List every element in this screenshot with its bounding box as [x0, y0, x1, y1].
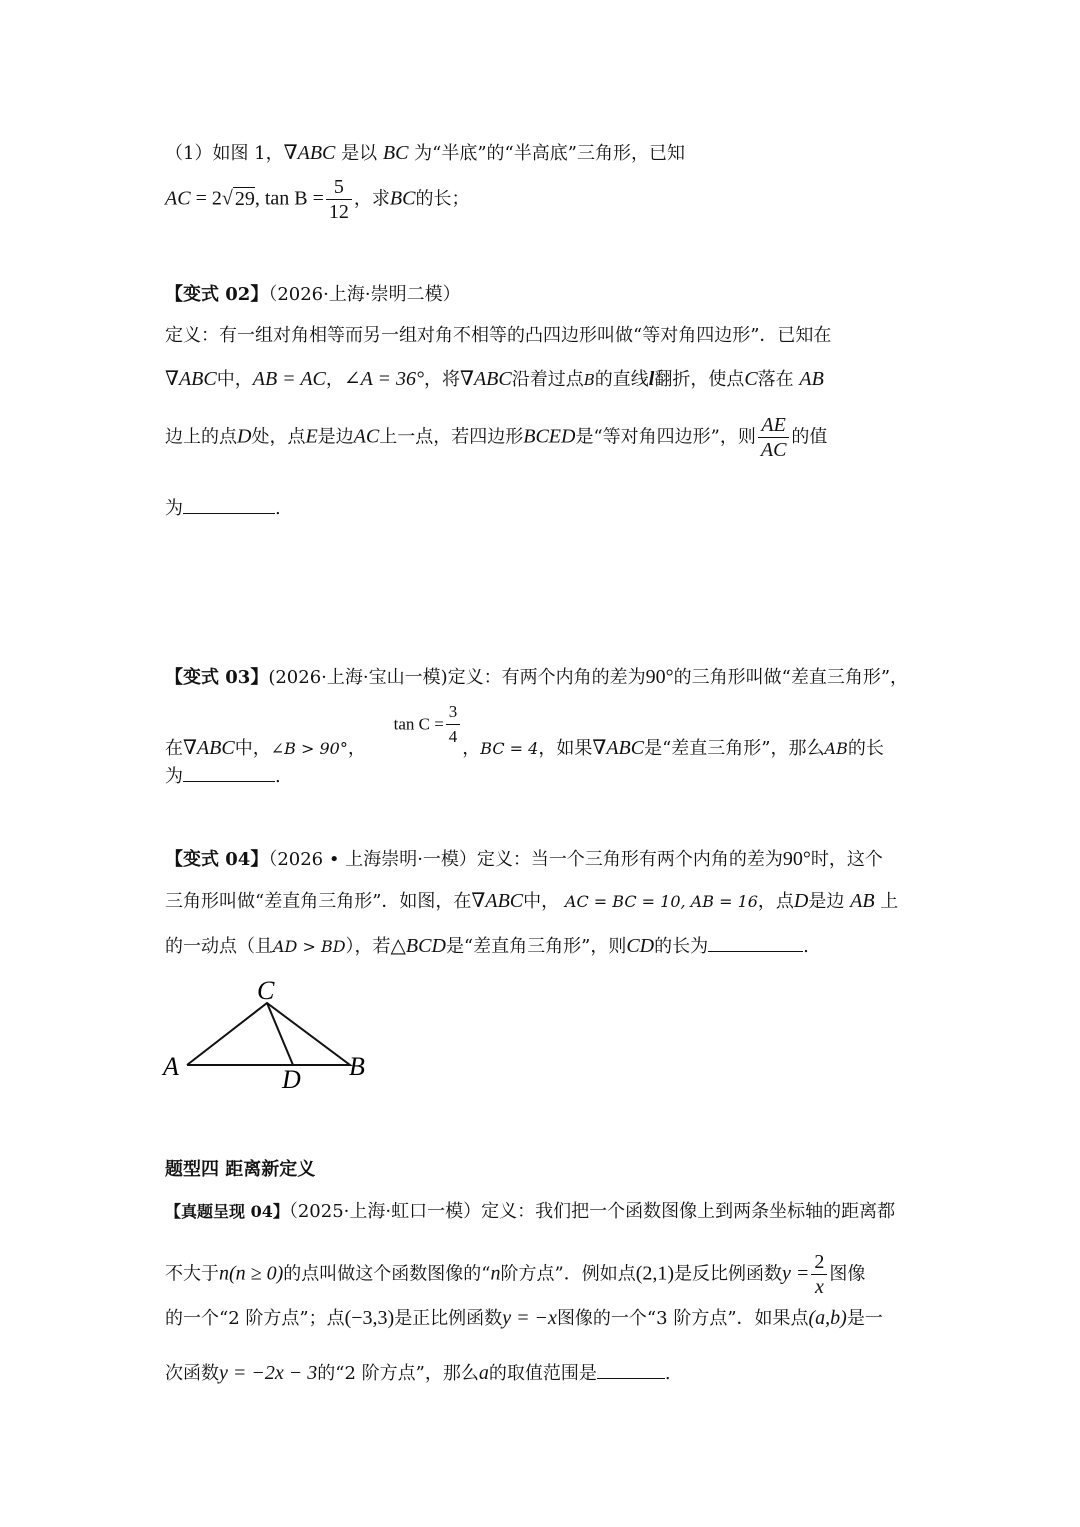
text: 落在: [757, 369, 794, 390]
frac-denominator: 12: [328, 201, 349, 223]
math-fn: y = −2x − 3: [219, 1362, 318, 1384]
text: 是边: [317, 426, 354, 448]
label-a: A: [163, 1052, 179, 1081]
text: 时，这个: [810, 849, 883, 870]
triangle-figure: [155, 975, 385, 1095]
v03-line2: 在∇ABC中，∠B > 90°， tan C = $\frac{3}{4}$ ，BC = 4，如果∇ABC是“差直三角形”，那么AB的长: [165, 702, 884, 759]
text: 边上的点: [165, 426, 237, 448]
v02-heading: [165, 283, 461, 307]
text: 是边: [808, 891, 845, 912]
exercise-source: （2025·上海·虹口一模）: [288, 1201, 482, 1222]
math-eq: = 2: [190, 187, 222, 210]
math-b: B: [583, 371, 595, 389]
math: AB = AC: [252, 368, 326, 390]
v02-line3: [165, 413, 827, 462]
math-fn: y = −x: [502, 1307, 557, 1329]
text: 的点叫做这个函数图像的“: [283, 1263, 491, 1285]
math-tri-abc: ∇ABC: [183, 736, 235, 759]
math-point: (a,b): [808, 1307, 847, 1329]
text: 在: [165, 737, 183, 759]
s4-line3: [165, 1306, 883, 1331]
math-bc: BC: [389, 187, 416, 210]
exercise-source: （2026·上海·崇明二模）: [268, 284, 461, 305]
label-b: B: [349, 1052, 365, 1081]
v04-line1: [165, 847, 883, 872]
frac-denominator: AC: [760, 439, 787, 461]
v03-line3: [165, 763, 281, 789]
exercise-title: 【变式 02】: [165, 284, 269, 305]
text: 是正比例函数: [394, 1308, 503, 1329]
exercise-source: (2026·上海·宝山一模): [268, 667, 448, 688]
triangle-abc: [187, 1003, 350, 1065]
math-c: C: [744, 368, 758, 390]
text: 翻折，使点: [654, 369, 745, 390]
text: 定义：当一个三角形有两个内角的差为: [476, 849, 783, 870]
text: 是“差直角三角形”，则: [445, 936, 627, 957]
text: 中，: [234, 737, 271, 759]
text: 是一: [846, 1308, 883, 1329]
frac-numerator: AE: [758, 413, 790, 438]
text: ，点: [757, 891, 794, 912]
answer-blank[interactable]: [597, 1360, 665, 1379]
math-bcd: △BCD: [390, 935, 446, 957]
v03-line1: [165, 665, 908, 690]
label-d: D: [282, 1065, 301, 1094]
text: 处，点: [251, 426, 306, 448]
text: 的长；: [415, 188, 470, 210]
text: 的直线: [594, 369, 649, 390]
math-tan-c: tan C =: [393, 714, 444, 734]
math-n-cond: n(n ≥ 0): [219, 1262, 284, 1285]
text: .: [803, 936, 809, 957]
math: ∠B > 90°: [270, 738, 348, 758]
text: 阶方点”．例如点: [500, 1263, 636, 1285]
math-ab: AB: [799, 368, 824, 390]
v02-line4: [165, 495, 281, 521]
v02-line2: ∇ABC中，AB = AC，∠A = 36°，将∇ABC沿着过点B的直线l翻折，使点C落在 AB: [165, 368, 824, 390]
text: 图像: [829, 1263, 866, 1285]
text: 的一个“2 阶方点”；点: [165, 1308, 345, 1329]
answer-blank[interactable]: [708, 933, 803, 952]
fraction-5-12: [326, 175, 352, 224]
math-tri-abc: ∇ABC: [592, 736, 645, 759]
text: 次函数: [165, 1363, 219, 1384]
math-ac: AC: [165, 187, 191, 210]
text: 是“等对角四边形”，则: [575, 426, 756, 448]
text: 定义：有一组对角相等而另一组对角不相等的凸四边形叫做“等对角四边形”．已知在: [165, 325, 832, 346]
answer-blank[interactable]: [183, 495, 275, 514]
text: .: [664, 1363, 671, 1384]
text: 的一动点（且: [165, 936, 273, 957]
v04-line2: [165, 889, 898, 914]
fraction-ae-ac: [758, 413, 790, 462]
text: 是以: [341, 143, 378, 164]
text: 定义：有两个内角的差为: [447, 667, 646, 688]
math-tri-abc: ∇ABC: [459, 368, 512, 390]
text: 的“2 阶方点”，那么: [317, 1363, 479, 1384]
math-point: (−3,3): [344, 1307, 395, 1329]
text: 的值: [791, 426, 828, 448]
text: 上: [880, 891, 899, 912]
text: 不大于: [165, 1263, 219, 1285]
exercise-source: （2026 • 上海崇明·一模）: [268, 849, 477, 870]
fraction-3-4: [446, 700, 461, 749]
math: AD > BD: [273, 937, 346, 956]
text: 是反比例函数: [674, 1263, 783, 1285]
text: 中，: [523, 891, 560, 912]
math-ab: AB: [850, 890, 875, 912]
text: 沿着过点: [511, 369, 584, 390]
sqrt-value: 29: [234, 187, 255, 210]
v02-line1: [165, 324, 831, 348]
text: （1）如图 1，: [165, 143, 284, 164]
text: 为“半底”的“半高底”三角形，已知: [414, 143, 685, 164]
text: ，求: [353, 188, 390, 210]
math-tri-abc: ∇ABC: [165, 368, 217, 390]
p1-line2: [165, 175, 469, 224]
label-c: C: [257, 976, 275, 1005]
math-cd: CD: [626, 935, 655, 957]
s4-line4: [165, 1360, 671, 1386]
math-bced: BCED: [523, 425, 576, 448]
exercise-title: 【变式 03】: [165, 667, 269, 688]
frac-numerator: 2: [811, 1250, 827, 1275]
math-abc: ABC: [297, 142, 336, 164]
s4-line1: [165, 1200, 895, 1224]
frac-numerator: 3: [446, 700, 461, 725]
section-title: 题型四 距离新定义: [165, 1159, 316, 1180]
math-e: E: [305, 425, 318, 448]
v04-line3: [165, 933, 809, 959]
text: ），若: [345, 936, 391, 957]
text: 上一点，若四边形: [379, 426, 524, 448]
triangle-symbol: ∇: [283, 142, 298, 164]
text: 的长为: [654, 936, 709, 957]
text: 的取值范围是: [488, 1363, 597, 1384]
math-90: 90°: [782, 848, 811, 870]
math: AC = BC = 10, AB = 16: [564, 892, 758, 911]
frac-denominator: x: [814, 1276, 824, 1298]
text: 图像的一个“3 阶方点”．如果点: [556, 1308, 809, 1329]
math: BC = 4: [480, 738, 539, 758]
text: 是“差直三角形”，那么: [644, 737, 825, 759]
math-ac: AC: [353, 425, 380, 448]
text: 定义：我们把一个函数图像上到两条坐标轴的距离都: [481, 1201, 896, 1222]
s4-line2: [165, 1250, 865, 1299]
math-tan-b: , tan B =: [254, 187, 324, 210]
math-n: n: [490, 1262, 501, 1285]
text: 的长: [847, 737, 884, 759]
p1-line1: [165, 141, 685, 166]
text: .: [275, 766, 281, 787]
math-a: a: [478, 1362, 489, 1384]
math-ab: AB: [824, 738, 848, 758]
math-d: D: [793, 890, 809, 912]
text: 中，: [216, 369, 253, 390]
math-bc: BC: [382, 142, 409, 164]
frac-numerator: 5: [326, 175, 352, 200]
text: 为: [165, 766, 183, 787]
math: ∠A = 36°: [343, 368, 424, 390]
math-l: l: [648, 368, 655, 390]
math-90: 90°: [645, 666, 674, 688]
text: 三角形叫做“差直角三角形”．如图，在: [165, 891, 472, 912]
frac-denominator: 4: [448, 727, 458, 746]
text: 为: [165, 498, 183, 519]
text: .: [275, 498, 281, 519]
sqrt-symbol: √: [221, 187, 233, 210]
text: ，将: [423, 369, 460, 390]
math-point: (2,1): [635, 1262, 675, 1285]
fraction-2-x: [811, 1250, 827, 1299]
exercise-tag: 【真题呈现 04】: [165, 1202, 289, 1221]
text: 的三角形叫做“差直三角形”，: [673, 667, 909, 688]
math-d: D: [237, 425, 252, 448]
answer-blank[interactable]: [183, 763, 275, 782]
math-tri-abc: ∇ABC: [471, 890, 524, 912]
math-y-eq: y =: [782, 1262, 810, 1285]
exercise-title: 【变式 04】: [165, 849, 269, 870]
text: ，如果: [538, 737, 593, 759]
